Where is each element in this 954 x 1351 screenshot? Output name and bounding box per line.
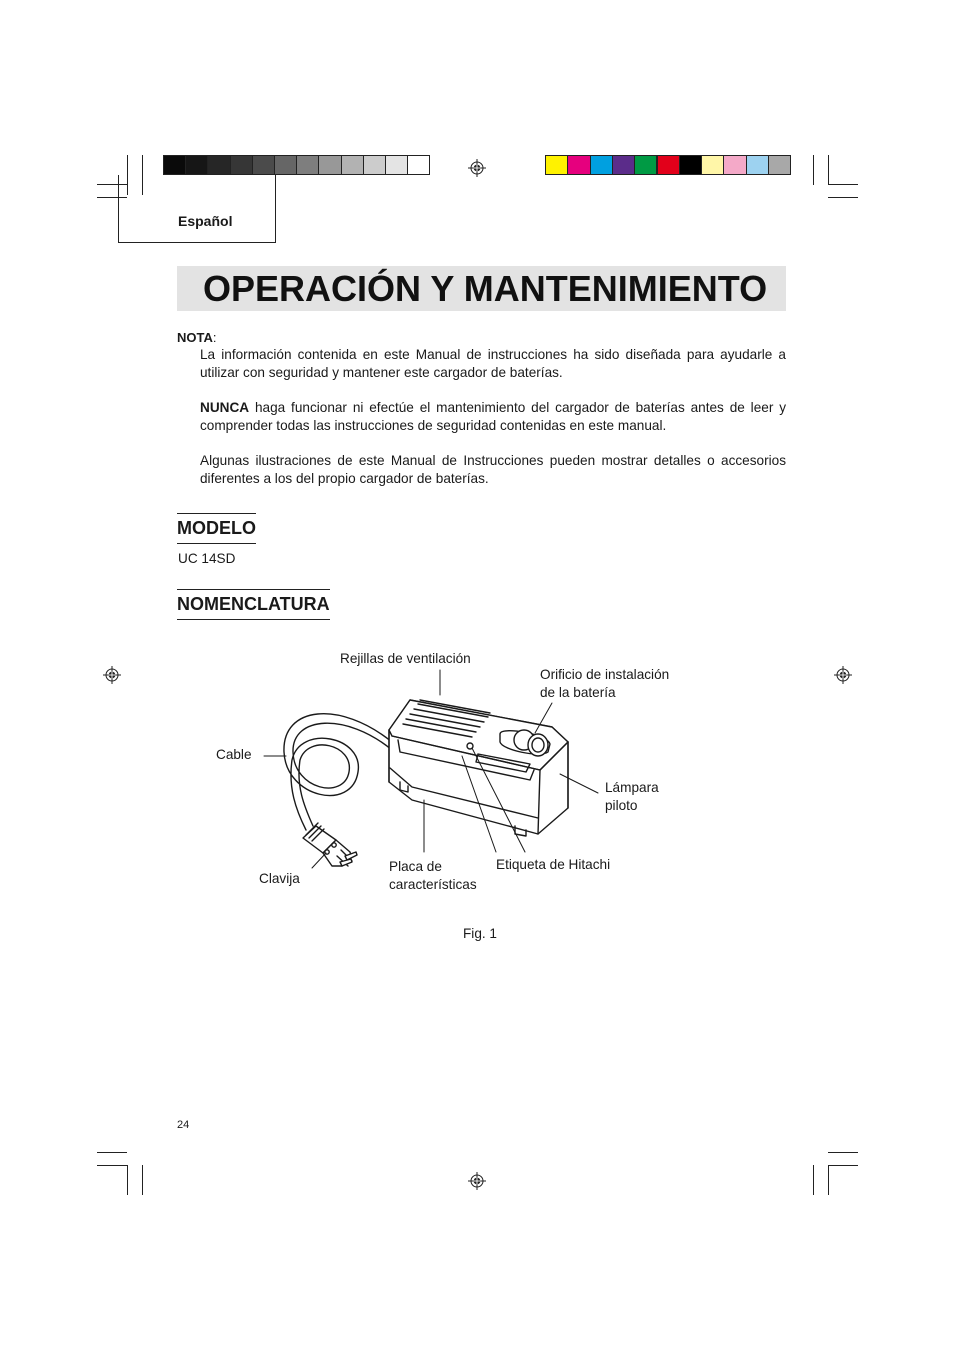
label-nameplate-line-1: Placa de	[389, 859, 442, 874]
section-heading-modelo: MODELO	[177, 513, 256, 544]
page-title: OPERACIÓN Y MANTENIMIENTO	[203, 268, 768, 309]
label-plug: Clavija	[259, 871, 300, 886]
nota-label-colon: :	[212, 330, 217, 345]
language-label: Español	[178, 213, 233, 229]
figure-caption: Fig. 1	[463, 926, 497, 941]
label-pilot-lamp-line-1: Lámpara	[605, 780, 659, 795]
nota-emphasis: NUNCA	[200, 400, 250, 415]
section-heading-nomenclatura: NOMENCLATURA	[177, 589, 330, 620]
label-hitachi-label: Etiqueta de Hitachi	[496, 857, 611, 872]
nota-label-text: NOTA	[177, 330, 213, 345]
nota-paragraph-3: Algunas ilustraciones de este Manual de Instrucciones pueden mostrar detalles o accesorios diferentes a los del propio cargador de baterías.	[200, 453, 786, 486]
nota-paragraph-2-text: haga funcionar ni efectúe el mantenimiento del cargador de baterías antes de leer y comprender todas las instrucciones de seguridad contenidas en este manual.	[200, 400, 786, 433]
model-number: UC 14SD	[178, 551, 236, 566]
label-ventilation-grilles: Rejillas de ventilación	[340, 651, 471, 666]
label-battery-hole-line-1: Orificio de instalación	[540, 667, 670, 682]
label-cable: Cable	[216, 747, 252, 762]
nota-paragraph-1: La información contenida en este Manual de instrucciones ha sido diseñada para ayudarle a utilizar con seguridad y mantener este cargador de baterías.	[200, 347, 786, 380]
label-pilot-lamp-line-2: piloto	[605, 798, 638, 813]
label-battery-hole-line-2: de la batería	[540, 685, 616, 700]
page-number: 24	[177, 1119, 190, 1131]
label-nameplate-line-2: características	[389, 877, 477, 892]
